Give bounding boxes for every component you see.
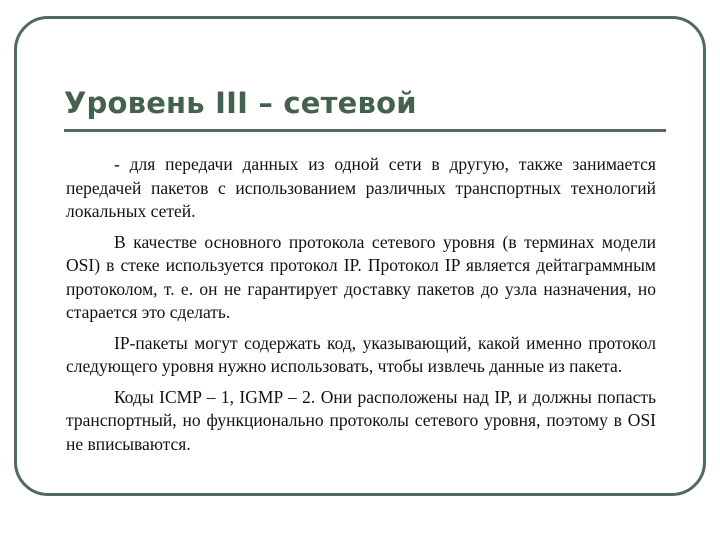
paragraph-ip-protocol: В качестве основного протокола сетевого уровня (в терминах модели OSI) в стеке используется протокол IP. Протокол IP является дейтаграммным протоколом, т. е. он не гарантирует доставку пакетов до узла назначения, но старается это сделать. (66, 231, 656, 322)
slide-title: Уровень III – сетевой (64, 86, 417, 120)
paragraph-ip-packets: IP-пакеты могут содержать код, указывающий, какой именно протокол следующего уровня нужно использовать, чтобы извлечь данные из пакета. (66, 332, 656, 376)
paragraph-network-layer-purpose: - для передачи данных из одной сети в другую, также занимается передачей пакетов с использованием различных транспортных технологий локальных сетей. (66, 154, 656, 221)
slide-body (66, 153, 656, 463)
title-underline (64, 129, 666, 132)
paragraph-icmp-igmp-codes: Коды ICMP – 1, IGMP – 2. Они расположены над IP, и должны попасть транспортный, но функционально протоколы сетевого уровня, поэтому в OSI не вписываются. (66, 386, 656, 454)
